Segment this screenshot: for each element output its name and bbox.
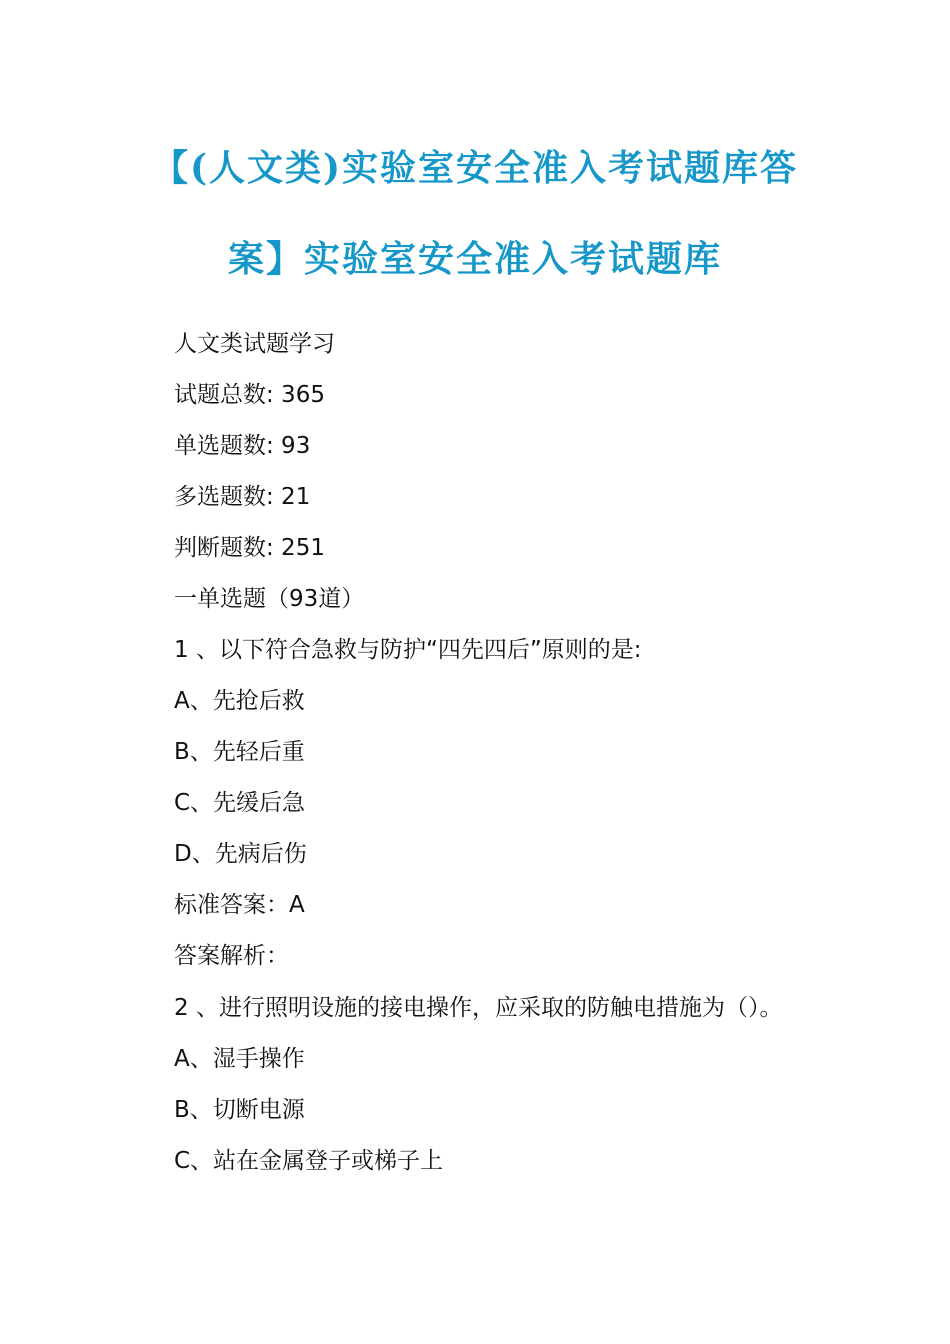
q1-answer-analysis: 答案解析： <box>174 943 289 969</box>
q2-option-a: A、湿手操作 <box>174 1046 305 1072</box>
q1-option-c: C、先缓后急 <box>174 790 306 816</box>
multi-choice-count: 多选题数: 21 <box>174 484 311 510</box>
q1-option-d: D、先病后伤 <box>174 841 307 867</box>
q1-option-a: A、先抢后救 <box>174 688 305 714</box>
question-2: 2 、进行照明设施的接电操作，应采取的防触电措施为（）。 <box>174 995 783 1021</box>
section-heading: 一单选题（93道） <box>174 586 365 612</box>
question-1: 1 、以下符合急救与防护“四先四后”原则的是: <box>174 637 642 663</box>
document-title-line-2: 案】实验室安全准入考试题库 <box>227 238 722 280</box>
q2-option-c: C、站在金属登子或梯子上 <box>174 1148 444 1174</box>
q2-option-b: B、切断电源 <box>174 1097 305 1123</box>
judge-count: 判断题数: 251 <box>174 535 325 561</box>
intro-heading: 人文类试题学习 <box>174 331 335 357</box>
single-choice-count: 单选题数: 93 <box>174 433 311 459</box>
q1-standard-answer: 标准答案：A <box>174 892 305 918</box>
q1-option-b: B、先轻后重 <box>174 739 305 765</box>
total-count: 试题总数: 365 <box>174 382 325 408</box>
document-title-line-1: 【(人文类)实验室安全准入考试题库答 <box>151 147 799 189</box>
